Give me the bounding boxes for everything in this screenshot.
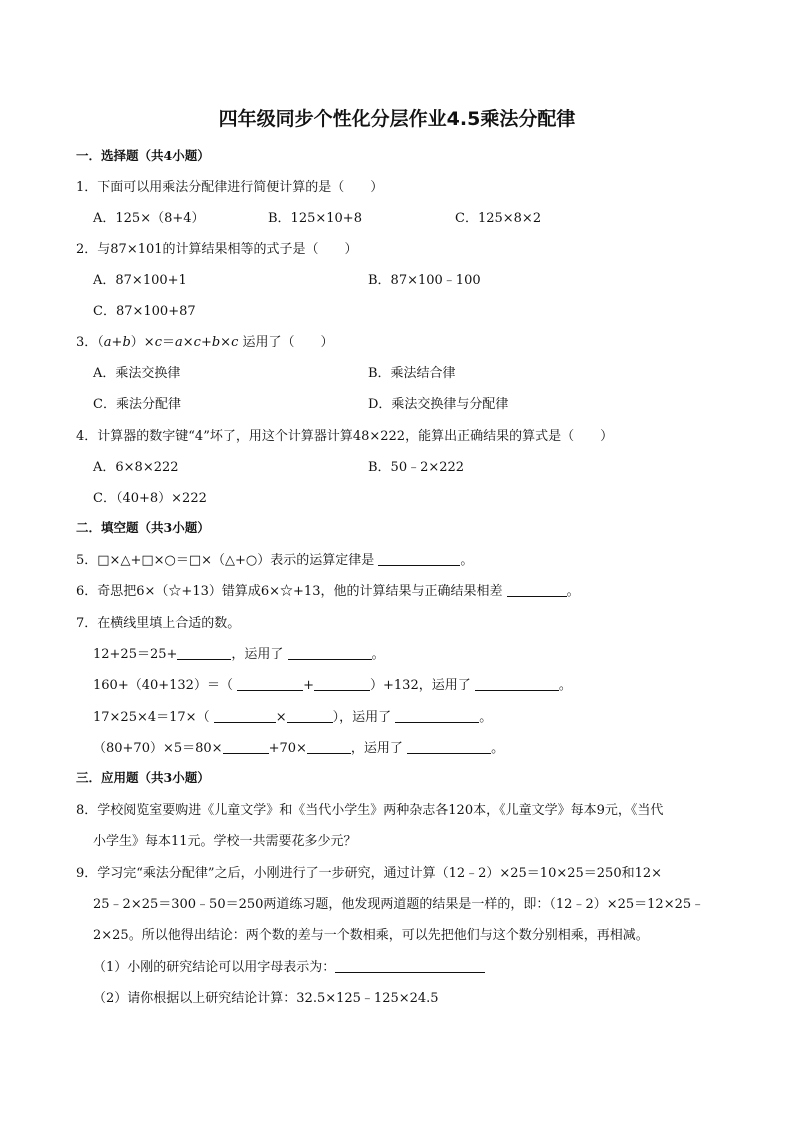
question-7-line-1: 12+25＝25+ ，运用了 。 [93,647,385,662]
answer-blank[interactable] [395,709,479,723]
question-4-stem: 4．计算器的数字键“4”坏了，用这个计算器计算48×222，能算出正确结果的算式是（ ） [76,429,614,444]
question-4-option-a: A．6×8×222 [93,460,179,475]
answer-blank[interactable] [507,583,567,597]
answer-blank[interactable] [475,677,559,691]
answer-blank[interactable] [214,709,276,723]
question-1-stem: 1．下面可以用乘法分配律进行简便计算的是（ ） [76,180,384,195]
question-7-line-2: 160+（40+132）＝（ + ）+132，运用了 。 [93,678,572,693]
question-1-option-c: C．125×8×2 [455,211,542,226]
question-3-option-d: D．乘法交换律与分配律 [368,397,509,412]
question-8-line-1: 8．学校阅览室要购进《儿童文学》和《当代小学生》两种杂志各120本，《儿童文学》每本9元，《当代 [76,803,664,818]
question-6: 6．奇思把6×（☆+13）错算成6×☆+13，他的计算结果与正确结果相差 。 [76,584,580,599]
question-3-option-a: A．乘法交换律 [93,366,181,381]
question-1-option-b: B．125×10+8 [268,211,362,226]
page-title: 四年级同步个性化分层作业4.5乘法分配律 [218,108,576,130]
question-2-stem: 2．与87×101的计算结果相等的式子是（ ） [76,242,358,257]
question-2-option-b: B．87×100﹣100 [368,273,481,288]
question-9-line-1: 9．学习完“乘法分配律”之后，小刚进行了一步研究，通过计算（12﹣2）×25＝10×25＝250和12× [76,866,663,881]
question-5: 5．□×△+□×○＝□×（△+○）表示的运算定律是 。 [76,553,474,568]
question-2-option-c: C．87×100+87 [93,304,196,319]
question-7-line-3: 17×25×4＝17×（ × ），运用了 。 [93,710,493,725]
question-4-option-c: C．（40+8）×222 [93,491,207,506]
question-4-option-b: B．50﹣2×222 [368,460,465,475]
answer-blank[interactable] [287,709,333,723]
answer-blank[interactable] [314,677,370,691]
question-8-line-2: 小学生》每本11元。学校一共需要花多少元？ [93,834,357,849]
question-7-line-4: （80+70）×5＝80× +70× ，运用了 。 [93,741,505,756]
question-9-sub-1: （1）小刚的研究结论可以用字母表示为： [93,956,485,975]
answer-blank[interactable] [288,646,372,660]
answer-blank[interactable] [307,740,351,754]
answer-blank[interactable] [378,552,460,566]
answer-blank[interactable] [407,740,491,754]
answer-blank[interactable] [223,740,269,754]
section-heading-multiple-choice: 一．选择题（共4小题） [76,148,210,163]
section-heading-fill-in: 二．填空题（共3小题） [76,520,210,535]
answer-blank[interactable] [335,959,485,973]
question-3-stem: 3．（a+b）×c＝a×c+b×c 运用了（ ） [76,335,334,350]
question-3-option-c: C．乘法分配律 [93,397,181,412]
answer-blank[interactable] [237,677,303,691]
question-7-stem: 7．在横线里填上合适的数。 [76,616,241,631]
question-9-line-3: 2×25。所以他得出结论：两个数的差与一个数相乘，可以先把他们与这个数分别相乘，再相减。 [93,928,649,943]
question-2-option-a: A．87×100+1 [93,273,187,288]
question-3-option-b: B．乘法结合律 [368,366,456,381]
question-9-sub-2: （2）请你根据以上研究结论计算：32.5×125﹣125×24.5 [93,991,439,1006]
question-9-line-2: 25﹣2×25＝300﹣50＝250两道练习题，他发现两道题的结果是一样的，即：（12﹣2）×25＝12×25﹣ [93,897,705,912]
answer-blank[interactable] [177,646,231,660]
section-heading-application: 三．应用题（共3小题） [76,770,210,785]
question-1-option-a: A．125×（8+4） [93,211,205,226]
